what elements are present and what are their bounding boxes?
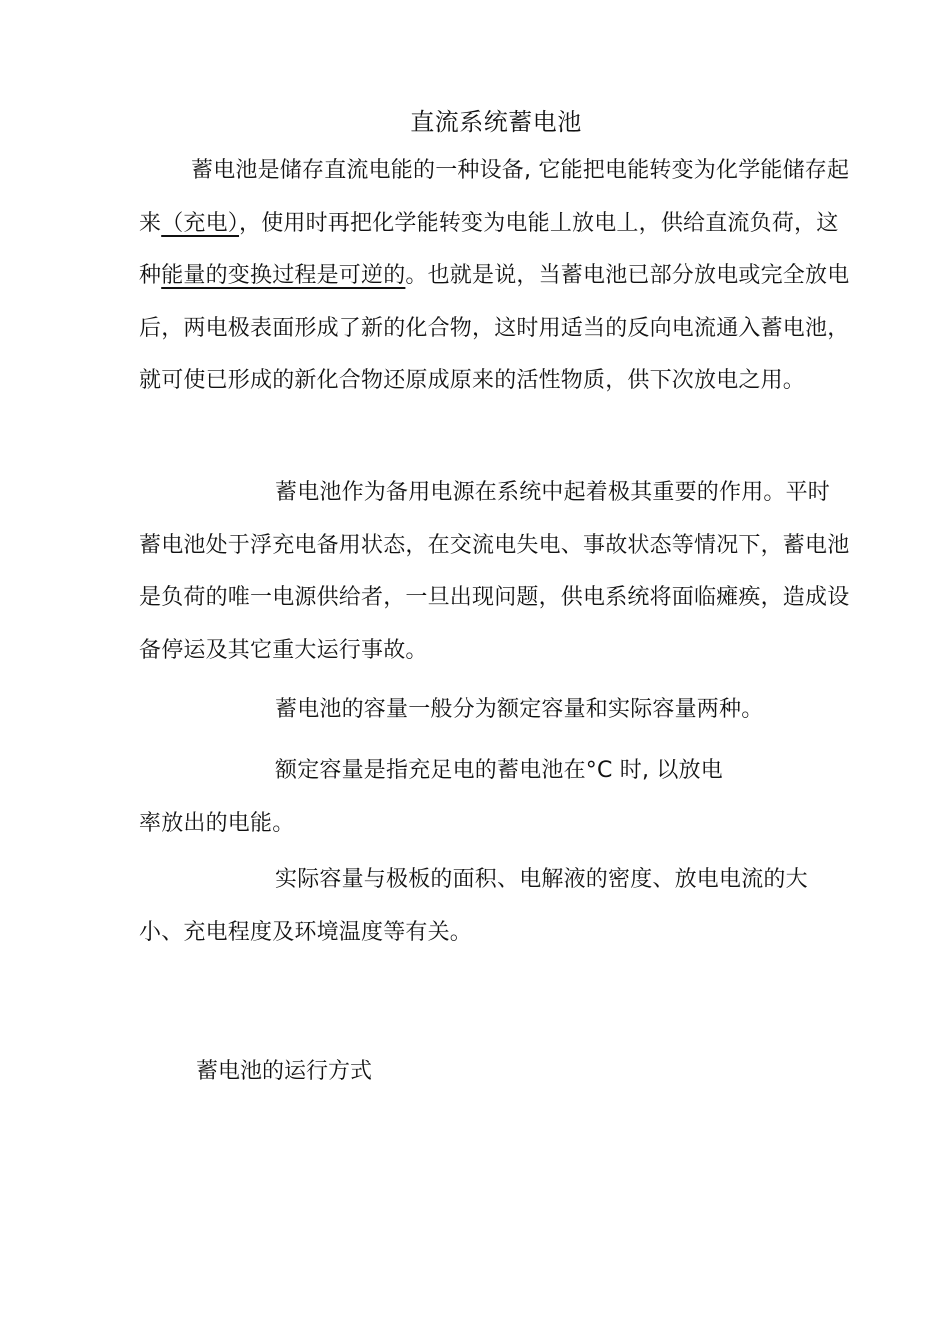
paragraph-battery-definition: [139, 145, 851, 408]
paragraph-rated-capacity: 额定容量是指充足电的蓄电池在°C 时, 以放电率放出的电能。: [139, 758, 723, 836]
title-text: 直流系统蓄电池: [410, 108, 582, 136]
section-heading-operation-mode: 蓄电池的运行方式: [196, 1059, 373, 1084]
paragraph-capacity-types: 蓄电池的容量一般分为额定容量和实际容量两种。: [275, 697, 764, 722]
paragraph-1-underlined-charge: （充电）: [161, 210, 240, 236]
document-title: [0, 102, 950, 137]
paragraph-1-underlined-reversible: 能量的变换过程是可逆的: [161, 263, 406, 288]
paragraph-1-text-b: ，使用时再把化学能转变为电能丄放电丄，供给直流负荷，这种: [139, 210, 839, 288]
paragraph-actual-capacity: 实际容量与极板的面积、电解液的密度、放电电流的大小、充电程度及环境温度等有关。: [139, 867, 808, 945]
paragraph-1-text-a: 蓄电池是储存直流电能的一种设备, 它能把电能转变为化学能储存起来: [139, 158, 850, 236]
paragraph-backup-power: 蓄电池作为备用电源在系统中起着极其重要的作用。平时蓄电池处于浮充电备用状态，在交流电失电、事故状态等情况下，蓄电池是负荷的唯一电源供给者，一旦出现问题，供电系统将面临瘫痪，造成设备停运及其它重大运行事故。: [139, 480, 850, 663]
paragraph-1-text-c: 。也就是说，当蓄电池已部分放电或完全放电后，两电极表面形成了新的化合物，这时用适当的反向电流通入蓄电池，就可使已形成的新化合物还原成原来的活性物质，供下次放电之用。: [139, 263, 850, 393]
